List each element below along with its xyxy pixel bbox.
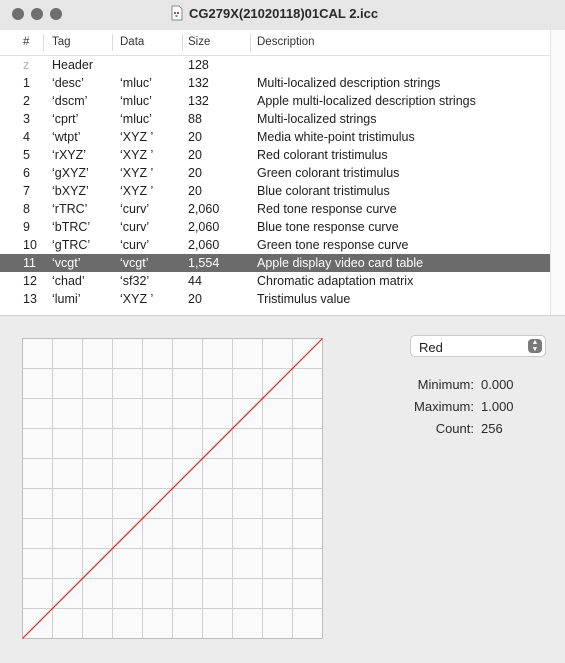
cell-tag: ‘rXYZ’ xyxy=(52,148,87,162)
cell-size: 20 xyxy=(188,292,202,306)
maximum-value: 1.000 xyxy=(481,399,514,414)
table-row[interactable] xyxy=(0,200,550,218)
table-row[interactable] xyxy=(0,236,550,254)
cell-description: Apple display video card table xyxy=(257,256,424,270)
cell-data: ‘XYZ ’ xyxy=(120,130,154,144)
maximum-label: Maximum: xyxy=(414,399,474,414)
cell-size: 2,060 xyxy=(188,202,220,216)
cell-tag: ‘dscm’ xyxy=(52,94,88,108)
cell-description: Red colorant tristimulus xyxy=(257,148,388,162)
cell-number: 5 xyxy=(23,148,30,162)
cell-description: Red tone response curve xyxy=(257,202,397,216)
table-header xyxy=(0,30,550,56)
table-row[interactable] xyxy=(0,110,550,128)
cell-data: ‘mluc’ xyxy=(120,76,152,90)
cell-number: 3 xyxy=(23,112,30,126)
cell-description: Green tone response curve xyxy=(257,238,409,252)
cell-tag: ‘bTRC’ xyxy=(52,220,91,234)
table-row[interactable] xyxy=(0,272,550,290)
table-row[interactable] xyxy=(0,56,550,74)
table-row[interactable] xyxy=(0,290,550,308)
cell-size: 132 xyxy=(188,94,209,108)
table-row[interactable] xyxy=(0,218,550,236)
count-value: 256 xyxy=(481,421,503,436)
cell-description: Blue tone response curve xyxy=(257,220,399,234)
column-header-size[interactable]: Size xyxy=(188,36,211,48)
cell-tag: ‘rTRC’ xyxy=(52,202,88,216)
table-row[interactable] xyxy=(0,128,550,146)
cell-description: Apple multi-localized description strings xyxy=(257,94,476,108)
cell-tag: Header xyxy=(52,58,93,72)
minimize-button[interactable] xyxy=(31,8,43,20)
document-icon xyxy=(171,5,183,21)
chevron-updown-icon: ▲ ▼ xyxy=(528,339,542,353)
column-header-tag[interactable]: Tag xyxy=(52,36,71,48)
vcgt-curve-graph xyxy=(22,338,324,640)
channel-select[interactable] xyxy=(410,335,546,357)
cell-number: 8 xyxy=(23,202,30,216)
cell-tag: ‘lumi’ xyxy=(52,292,81,306)
cell-tag: ‘cprt’ xyxy=(52,112,79,126)
close-button[interactable] xyxy=(12,8,24,20)
vertical-scrollbar[interactable] xyxy=(550,30,565,315)
cell-number: 6 xyxy=(23,166,30,180)
cell-size: 44 xyxy=(188,274,202,288)
cell-size: 20 xyxy=(188,184,202,198)
cell-tag: ‘desc’ xyxy=(52,76,84,90)
cell-data: ‘sf32’ xyxy=(120,274,150,288)
cell-number: 13 xyxy=(23,292,37,306)
cell-description: Tristimulus value xyxy=(257,292,351,306)
minimum-label: Minimum: xyxy=(417,377,474,392)
cell-size: 20 xyxy=(188,130,202,144)
table-row[interactable] xyxy=(0,164,550,182)
table-row[interactable] xyxy=(0,146,550,164)
column-divider[interactable] xyxy=(112,34,113,51)
cell-size: 2,060 xyxy=(188,220,220,234)
count-label: Count: xyxy=(435,421,474,436)
cell-tag: ‘vcgt’ xyxy=(52,256,81,270)
cell-description: Media white-point tristimulus xyxy=(257,130,415,144)
cell-number: 4 xyxy=(23,130,30,144)
cell-number: 10 xyxy=(23,238,37,252)
zoom-button[interactable] xyxy=(50,8,62,20)
cell-size: 128 xyxy=(188,58,209,72)
column-header-number[interactable]: # xyxy=(23,36,30,48)
cell-tag: ‘gXYZ’ xyxy=(52,166,89,180)
cell-tag: ‘chad’ xyxy=(52,274,85,288)
cell-description: Blue colorant tristimulus xyxy=(257,184,390,198)
cell-number: 2 xyxy=(23,94,30,108)
title-bar xyxy=(0,0,565,30)
window-title: CG279X(21020118)01CAL 2.icc xyxy=(189,6,379,21)
cell-size: 2,060 xyxy=(188,238,220,252)
cell-data: ‘mluc’ xyxy=(120,94,152,108)
cell-size: 20 xyxy=(188,148,202,162)
cell-number: 7 xyxy=(23,184,30,198)
cell-data: ‘vcgt’ xyxy=(120,256,149,270)
channel-select-value: Red xyxy=(419,340,443,355)
cell-size: 132 xyxy=(188,76,209,90)
cell-data: ‘curv’ xyxy=(120,238,150,252)
cell-description: Chromatic adaptation matrix xyxy=(257,274,414,288)
column-divider[interactable] xyxy=(250,34,251,51)
cell-number: z xyxy=(23,58,30,72)
table-row[interactable] xyxy=(0,74,550,92)
column-divider[interactable] xyxy=(182,34,183,51)
cell-data: ‘XYZ ’ xyxy=(120,184,154,198)
cell-data: ‘XYZ ’ xyxy=(120,292,154,306)
cell-description: Multi-localized description strings xyxy=(257,76,441,90)
cell-size: 1,554 xyxy=(188,256,220,270)
cell-number: 12 xyxy=(23,274,37,288)
tag-table[interactable] xyxy=(0,30,565,316)
cell-number: 1 xyxy=(23,76,30,90)
cell-tag: ‘bXYZ’ xyxy=(52,184,89,198)
cell-number: 11 xyxy=(23,256,36,270)
minimum-value: 0.000 xyxy=(481,377,514,392)
column-header-data[interactable]: Data xyxy=(120,36,145,48)
cell-description: Multi-localized strings xyxy=(257,112,377,126)
cell-data: ‘curv’ xyxy=(120,220,150,234)
column-header-description[interactable]: Description xyxy=(257,36,315,48)
table-row[interactable] xyxy=(0,254,550,272)
cell-tag: ‘gTRC’ xyxy=(52,238,91,252)
cell-size: 88 xyxy=(188,112,202,126)
cell-tag: ‘wtpt’ xyxy=(52,130,81,144)
cell-data: ‘mluc’ xyxy=(120,112,152,126)
cell-data: ‘XYZ ’ xyxy=(120,148,154,162)
cell-size: 20 xyxy=(188,166,202,180)
table-row[interactable] xyxy=(0,92,550,110)
cell-data: ‘XYZ ’ xyxy=(120,166,154,180)
cell-data: ‘curv’ xyxy=(120,202,150,216)
column-divider[interactable] xyxy=(43,34,44,51)
table-row[interactable] xyxy=(0,182,550,200)
cell-number: 9 xyxy=(23,220,30,234)
cell-description: Green colorant tristimulus xyxy=(257,166,400,180)
